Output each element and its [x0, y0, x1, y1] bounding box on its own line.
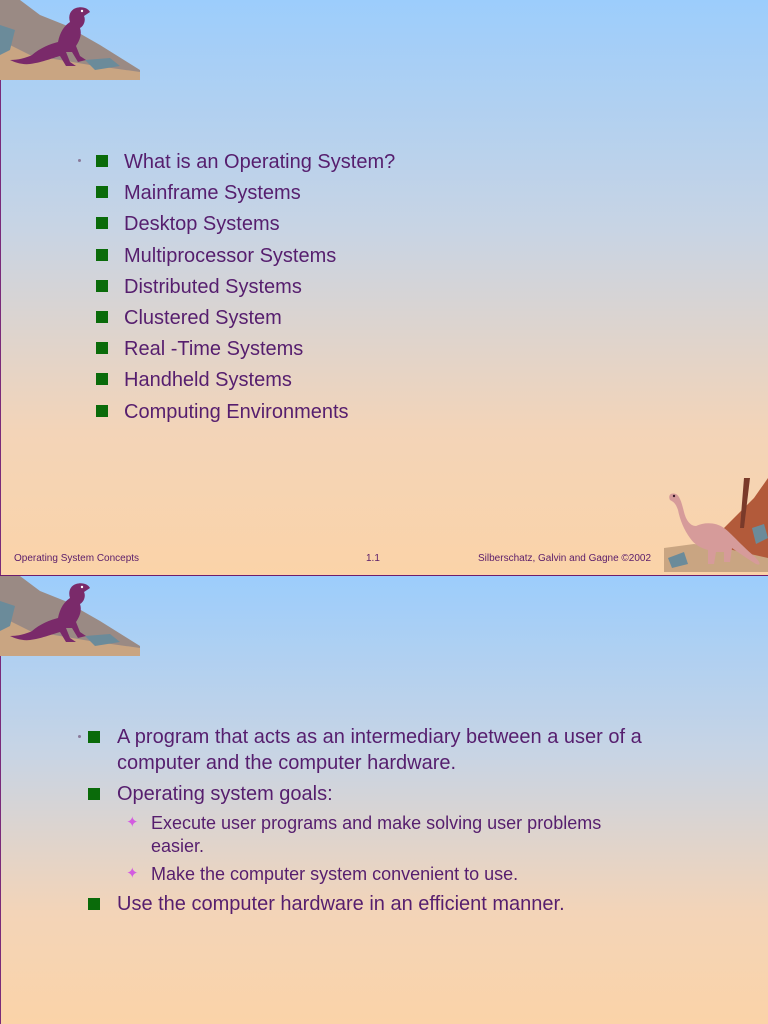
green-square-bullet-icon [96, 342, 108, 354]
green-square-bullet-icon [96, 249, 108, 261]
slide-edge [0, 0, 1, 575]
list-item: Real -Time Systems [96, 334, 395, 365]
list-item: Mainframe Systems [96, 178, 395, 209]
list-item: Distributed Systems [96, 272, 395, 303]
list-item: Operating system goals: [88, 781, 688, 807]
footer-course-title: Operating System Concepts [14, 553, 140, 564]
footer-slide-number: 1.1 [366, 553, 380, 564]
green-square-bullet-icon [88, 731, 100, 743]
green-square-bullet-icon [88, 898, 100, 910]
green-square-bullet-icon [96, 311, 108, 323]
list-item: A program that acts as an intermediary between a user of a computer and the computer hardware. [88, 724, 688, 776]
sub-list-item: ✦ Make the computer system convenient to use. [126, 864, 519, 884]
list-item: Computing Environments [96, 397, 395, 428]
green-square-bullet-icon [96, 373, 108, 385]
footer-copyright: Silberschatz, Galvin and Gagne ©2002 [478, 553, 652, 564]
stray-dot [78, 159, 81, 162]
list-item: Use the computer hardware in an efficient manner. [88, 891, 688, 917]
green-square-bullet-icon [96, 186, 108, 198]
pink-star-bullet-icon: ✦ [126, 865, 139, 882]
pink-star-bullet-icon: ✦ [126, 814, 139, 831]
list-item: What is an Operating System? [96, 147, 395, 178]
brontosaurus-clipart-icon [664, 478, 768, 572]
list-item: Multiprocessor Systems [96, 241, 395, 272]
topic-list [96, 147, 395, 428]
sub-list-item: ✦ Execute user programs and make solving user problems easier. [126, 813, 602, 856]
green-square-bullet-icon [96, 155, 108, 167]
tyrannosaurus-clipart-icon [0, 0, 140, 80]
stray-dot [78, 735, 81, 738]
green-square-bullet-icon [88, 788, 100, 800]
green-square-bullet-icon [96, 405, 108, 417]
tyrannosaurus-clipart-icon [0, 576, 140, 656]
list-item: Clustered System [96, 303, 395, 334]
slide-2 [0, 576, 768, 1024]
green-square-bullet-icon [96, 280, 108, 292]
list-item: Desktop Systems [96, 209, 395, 240]
list-item: Handheld Systems [96, 365, 395, 396]
green-square-bullet-icon [96, 217, 108, 229]
content-list [88, 724, 688, 922]
